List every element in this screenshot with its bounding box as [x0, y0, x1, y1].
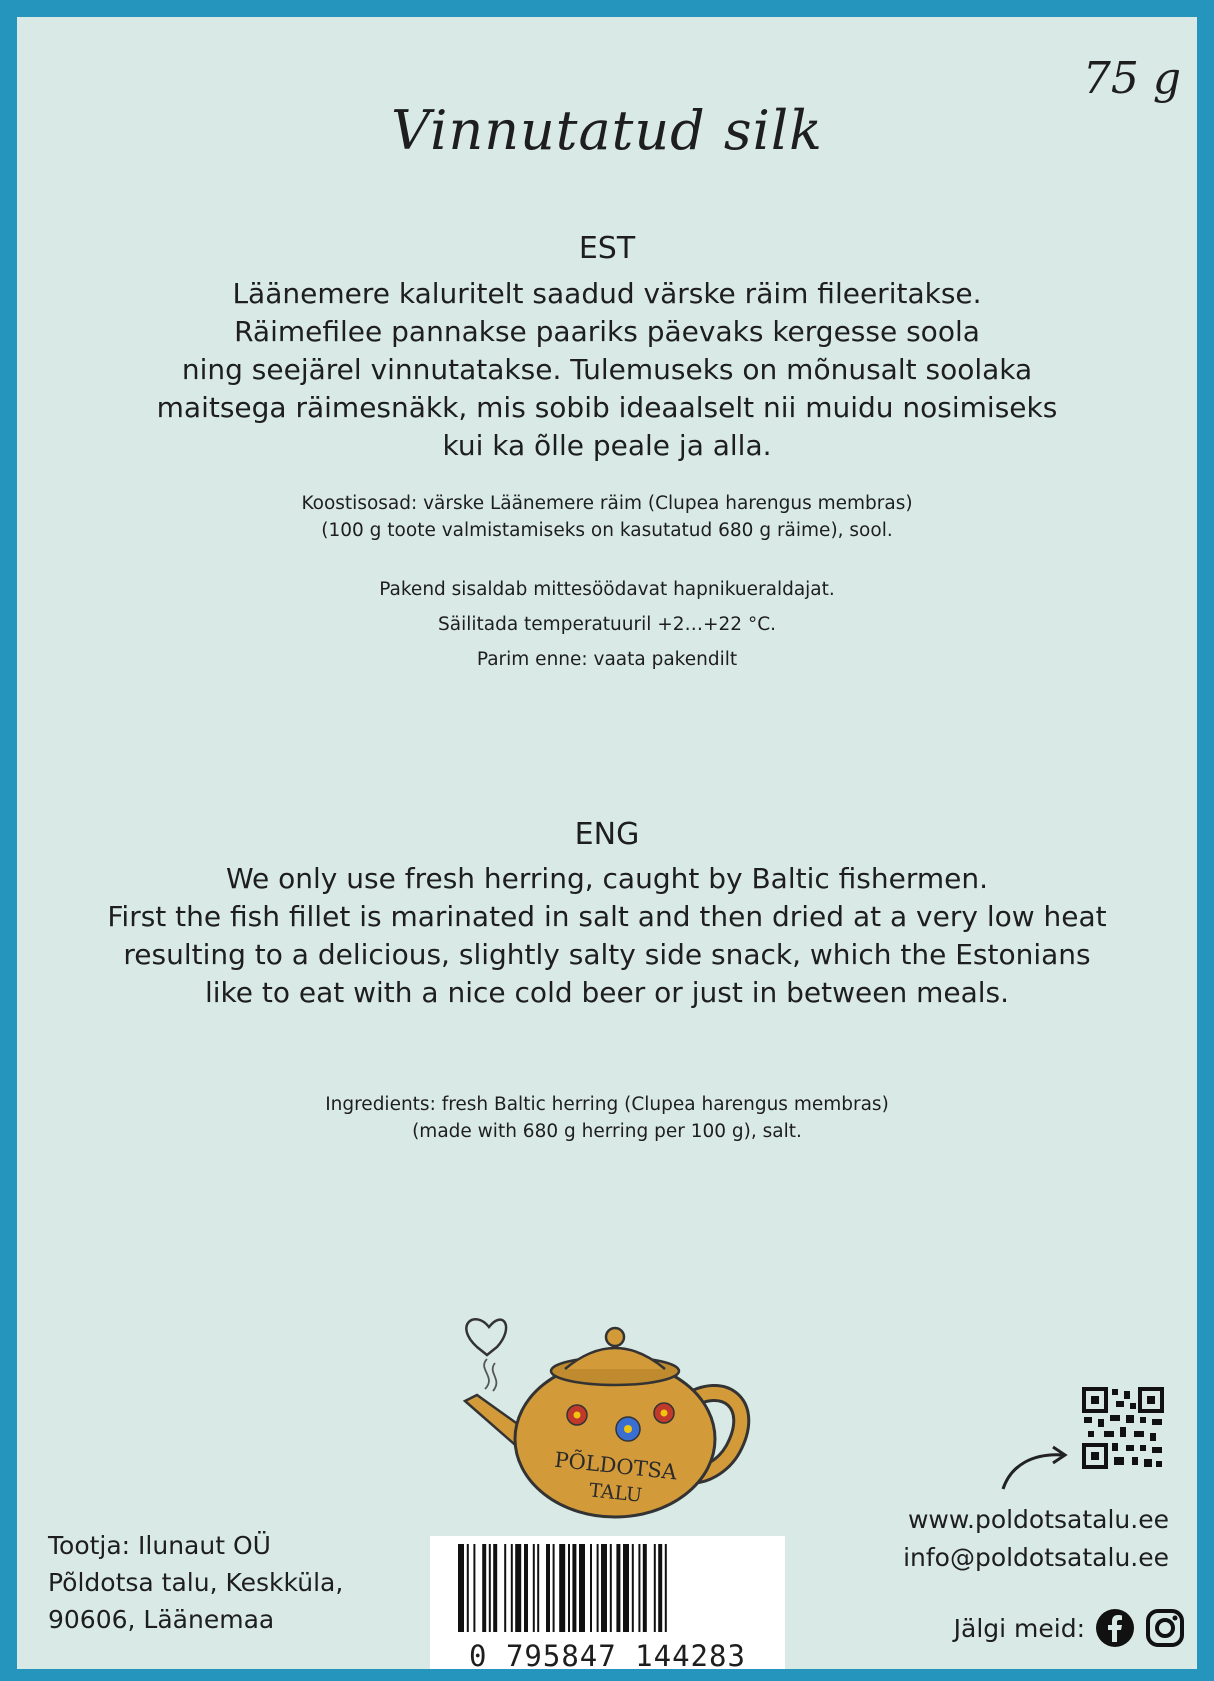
barcode-bar: [489, 1544, 491, 1632]
barcode-bar: [601, 1544, 607, 1632]
barcode-bar: [579, 1544, 585, 1632]
barcode-bar: [533, 1544, 535, 1632]
barcode-bar: [482, 1544, 486, 1632]
barcode-bar: [610, 1544, 612, 1632]
est-ingredients: Koostisosad: värske Läänemere räim (Clupea harengus membras) (100 g toote valmistamiseks on kasutatud 680 g räime), sool.: [301, 493, 913, 541]
eng-ingredients: Ingredients: fresh Baltic herring (Clupea harengus membras) (made with 680 g herring per 100 g), salt.: [325, 1094, 889, 1142]
barcode-bar: [511, 1544, 513, 1632]
email-link[interactable]: info@poldotsatalu.ee: [903, 1543, 1169, 1572]
follow-us: [954, 1608, 1185, 1648]
barcode-bar: [632, 1544, 634, 1632]
barcode-bar: [546, 1544, 550, 1632]
barcode-bar: [515, 1544, 521, 1632]
follow-label: Jälgi meid:: [953, 1613, 1085, 1643]
net-weight: 75 g: [1082, 53, 1181, 104]
barcode-bar: [559, 1544, 565, 1632]
est-notes: Pakend sisaldab mittesöödavat hapnikueraldajat. Säilitada temperatuuril +2…+22 °C. Parim enne: vaata pakendilt: [379, 579, 835, 670]
instagram-icon[interactable]: [1145, 1608, 1185, 1648]
barcode: [430, 1536, 785, 1669]
barcode-bar: [658, 1544, 662, 1632]
label-panel: [17, 17, 1197, 1669]
barcode-bar: [458, 1544, 464, 1632]
teapot-logo: [457, 1307, 777, 1527]
barcode-bar: [568, 1544, 570, 1632]
barcode-bar: [616, 1544, 620, 1632]
contact-info: [903, 1501, 1169, 1577]
barcode-digits: 0 795847 144283: [469, 1639, 746, 1669]
barcode-bar: [590, 1544, 592, 1632]
website-link[interactable]: www.poldotsatalu.ee: [907, 1505, 1169, 1534]
barcode-bar: [665, 1544, 667, 1632]
logo-line1: PÕLDOTSA: [553, 1447, 679, 1485]
curved-arrow-icon: [997, 1435, 1077, 1495]
barcode-bar: [467, 1544, 469, 1632]
barcode-bars: [430, 1536, 785, 1636]
barcode-bar: [597, 1544, 599, 1632]
barcode-bar: [638, 1544, 640, 1632]
logo-line2: TALU: [588, 1479, 644, 1507]
qr-code-icon[interactable]: [1082, 1387, 1164, 1469]
barcode-bar: [623, 1544, 629, 1632]
barcode-bar: [493, 1544, 497, 1632]
barcode-bar: [473, 1544, 475, 1632]
barcode-bar: [524, 1544, 528, 1632]
barcode-bar: [504, 1544, 506, 1632]
barcode-bar: [553, 1544, 555, 1632]
product-title: Vinnutatud silk: [391, 99, 823, 162]
eng-heading: ENG: [574, 817, 640, 852]
barcode-bar: [537, 1544, 539, 1632]
barcode-bar: [572, 1544, 576, 1632]
facebook-icon[interactable]: [1095, 1608, 1135, 1648]
est-heading: EST: [578, 231, 636, 266]
barcode-bar: [654, 1544, 656, 1632]
barcode-bar: [643, 1544, 647, 1632]
eng-description: We only use fresh herring, caught by Baltic fishermen. First the fish fillet is marinated in salt and then dried at a very low heat resulting to a delicious, slightly salty side snack, which the Estonians like to eat with a nice cold beer or just in between meals.: [107, 862, 1107, 1009]
producer-info: Tootja: Ilunaut OÜ Põldotsa talu, Keskküla, 90606, Läänemaa: [48, 1531, 344, 1634]
est-description: Läänemere kaluritelt saadud värske räim fileeritakse. Räimefilee pannakse paariks päevaks kergesse soola ning seejärel vinnutatakse. Tulemuseks on mõnusalt soolaka maitsega räimesnäkk, mis sobib ideaalselt nii muidu nosimiseks kui ka õlle peale ja alla.: [156, 277, 1058, 462]
